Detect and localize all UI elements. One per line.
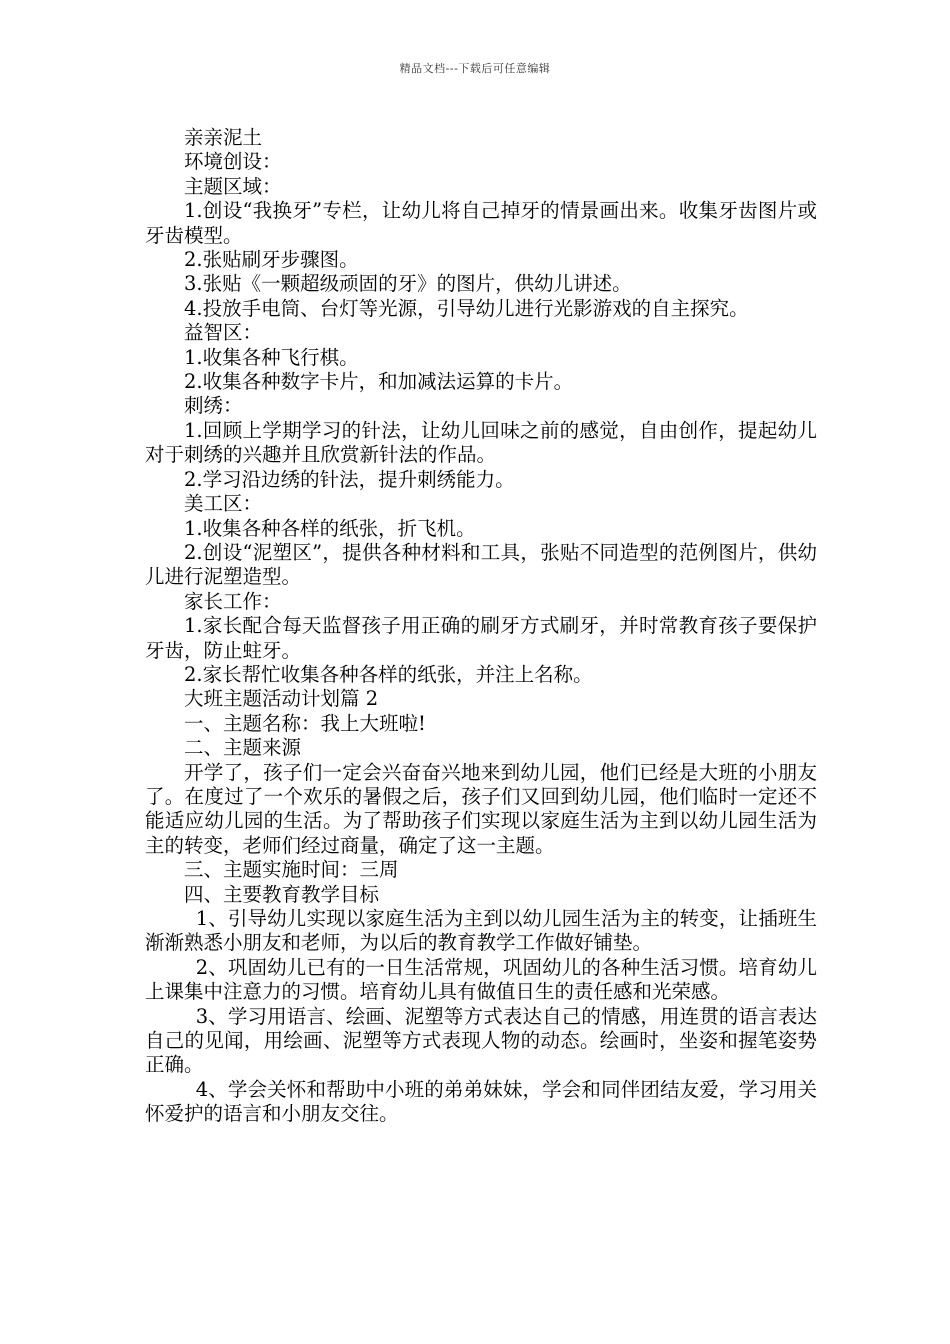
paragraph: 2、巩固幼儿已有的一日生活常规，巩固幼儿的各种生活习惯。培育幼儿上课集中注意力的习惯。培育幼儿具有做值日生的责任感和光荣感。	[145, 955, 817, 1004]
paragraph: 1.回顾上学期学习的针法，让幼儿回味之前的感觉，自由创作，提起幼儿对于刺绣的兴趣并且欣赏新针法的作品。	[145, 418, 817, 467]
section-heading: 刺绣：	[184, 394, 243, 418]
paragraph: 2.收集各种数字卡片，和加减法运算的卡片。	[184, 370, 574, 394]
paragraph: 2.张贴刷牙步骤图。	[184, 248, 359, 272]
paragraph: 4.投放手电筒、台灯等光源，引导幼儿进行光影游戏的自主探究。	[184, 296, 749, 320]
section-heading: 家长工作：	[184, 589, 282, 613]
section-heading: 环境创设：	[184, 150, 282, 174]
section-heading: 主题区域：	[184, 174, 282, 198]
paragraph: 1.收集各种飞行棋。	[184, 345, 359, 369]
paragraph: 3、学习用语言、绘画、泥塑等方式表达自己的情感，用连贯的语言表达自己的见闻，用绘画、泥塑等方式表现人物的动态。绘画时，坐姿和握笔姿势正确。	[145, 1004, 817, 1077]
paragraph: 2.家长帮忙收集各种各样的纸张，并注上名称。	[184, 662, 593, 686]
section-title: 大班主题活动计划篇 2	[184, 687, 379, 711]
page-header: 精品文档---下载后可任意编辑	[399, 62, 551, 75]
paragraph: 1、引导幼儿实现以家庭生活为主到以幼儿园生活为主的转变，让插班生渐渐熟悉小朋友和老师，为以后的教育教学工作做好铺垫。	[145, 907, 817, 955]
paragraph: 1.家长配合每天监督孩子用正确的刷牙方式刷牙，并时常教育孩子要保护牙齿，防止蛀牙。	[145, 614, 817, 662]
section-heading: 益智区：	[184, 321, 263, 345]
section-title: 亲亲泥土	[184, 126, 263, 149]
paragraph: 开学了，孩子们一定会兴奋奋兴地来到幼儿园，他们已经是大班的小朋友了。在度过了一个欢乐的暑假之后，孩子们又回到幼儿园，他们临时一定还不能适应幼儿园的生活。为了帮助孩子们实现以家庭生活为主到以幼儿园生活为主的转变，老师们经过商量，确定了这一主题。	[145, 760, 817, 857]
paragraph: 1.收集各种各样的纸张，折飞机。	[184, 516, 476, 540]
paragraph: 1.创设“我换牙”专栏，让幼儿将自己掉牙的情景画出来。收集牙齿图片或牙齿模型。	[145, 199, 817, 247]
document-body	[145, 126, 817, 1127]
section-heading: 一、主题名称：我上大班啦!	[184, 711, 426, 735]
paragraph: 2.创设“泥塑区”，提供各种材料和工具，张贴不同造型的范例图片，供幼儿进行泥塑造型。	[145, 540, 817, 589]
section-heading: 三、主题实施时间：三周	[184, 858, 399, 882]
section-heading: 四、主要教育教学目标	[184, 882, 380, 906]
paragraph: 3.张贴《一颗超级顽固的牙》的图片，供幼儿讲述。	[184, 272, 632, 296]
paragraph: 4、学会关怀和帮助中小班的弟弟妹妹，学会和同伴团结友爱，学习用关怀爱护的语言和小朋友交往。	[145, 1077, 817, 1126]
section-heading: 二、主题来源	[184, 736, 302, 760]
paragraph: 2.学习沿边绣的针法，提升刺绣能力。	[184, 467, 515, 491]
section-heading: 美工区：	[184, 492, 263, 516]
